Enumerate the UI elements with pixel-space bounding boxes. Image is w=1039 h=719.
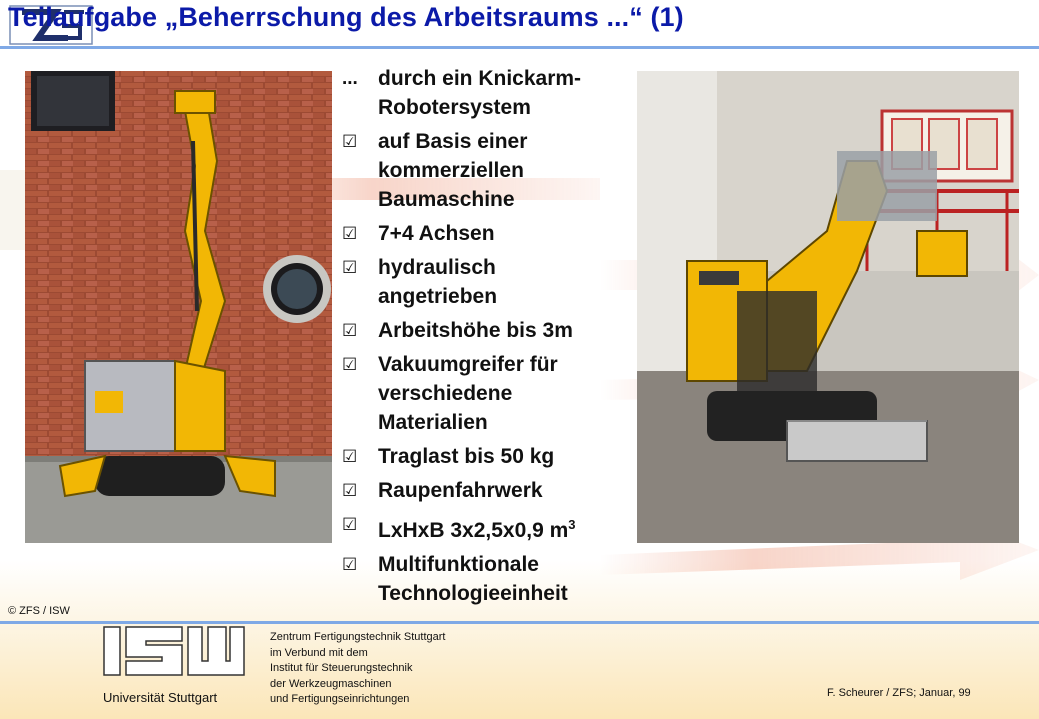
- checkbox-icon: ☑: [342, 321, 358, 340]
- list-item: [342, 442, 632, 471]
- list-item-line: Multifunktionale: [378, 553, 539, 576]
- list-item-line: hydraulisch: [378, 256, 496, 279]
- list-item-line: Baumaschine: [378, 188, 515, 211]
- list-item-line: angetrieben: [378, 285, 498, 308]
- feature-list: [342, 64, 632, 613]
- list-item-line: kommerziellen: [378, 159, 524, 182]
- footer-divider: [0, 621, 1039, 624]
- list-item-line: [378, 510, 632, 545]
- list-item: [342, 127, 632, 214]
- list-item: [342, 253, 632, 311]
- list-item-line: Arbeitshöhe bis 3m: [378, 319, 573, 342]
- checkbox-icon: ☑: [342, 515, 358, 534]
- ellipsis-marker: ...: [342, 68, 358, 89]
- university-name: Universität Stuttgart: [103, 690, 218, 705]
- list-item-line: verschiedene: [378, 382, 513, 405]
- list-item-line: Raupenfahrwerk: [378, 479, 543, 502]
- checkbox-icon: ☑: [342, 132, 358, 151]
- institute-line: Institut für Steuerungstechnik: [270, 662, 413, 674]
- left-robot-photo: [25, 71, 332, 543]
- list-item: [342, 219, 632, 248]
- copyright-notice: © ZFS / ISW: [8, 605, 70, 617]
- list-item-line: Traglast bis 50 kg: [378, 445, 555, 468]
- right-robot-photo: [637, 71, 1019, 543]
- list-item-line: auf Basis einer: [378, 130, 528, 153]
- checkbox-icon: ☑: [342, 447, 358, 466]
- checkbox-icon: ☑: [342, 555, 358, 574]
- list-item-line: 7+4 Achsen: [378, 222, 495, 245]
- slide-title: Teilaufgabe „Beherrschung des Arbeitsraums ...“ (1): [8, 2, 684, 32]
- institute-line: im Verbund mit dem: [270, 646, 368, 659]
- checkbox-icon: ☑: [342, 224, 358, 243]
- lead-line: durch ein Knickarm-: [378, 67, 582, 90]
- checkbox-icon: ☑: [342, 481, 358, 500]
- institute-line: Zentrum Fertigungstechnik Stuttgart: [270, 631, 446, 643]
- list-lead-item: [342, 64, 632, 122]
- header-divider: [0, 46, 1039, 49]
- list-item-line: Technologieeinheit: [378, 582, 568, 605]
- list-item: [342, 316, 632, 345]
- dimensions-superscript: 3: [568, 517, 576, 532]
- list-item-line: Materialien: [378, 411, 488, 434]
- isw-logo: [102, 625, 246, 677]
- checkbox-icon: ☑: [342, 258, 358, 277]
- dimensions-text: LxHxB 3x2,5x0,9 m: [378, 519, 569, 542]
- list-item: [342, 476, 632, 505]
- lead-line: Robotersystem: [378, 96, 531, 119]
- author-date: F. Scheurer / ZFS; Januar, 99: [827, 687, 971, 699]
- list-item: [342, 510, 632, 545]
- list-item-line: Vakuumgreifer für: [378, 353, 558, 376]
- institute-line: und Fertigungseinrichtungen: [270, 693, 410, 705]
- institute-block: [270, 630, 445, 708]
- list-item: [342, 350, 632, 437]
- checkbox-icon: ☑: [342, 355, 358, 374]
- list-item: [342, 550, 632, 608]
- institute-line: der Werkzeugmaschinen: [270, 677, 392, 690]
